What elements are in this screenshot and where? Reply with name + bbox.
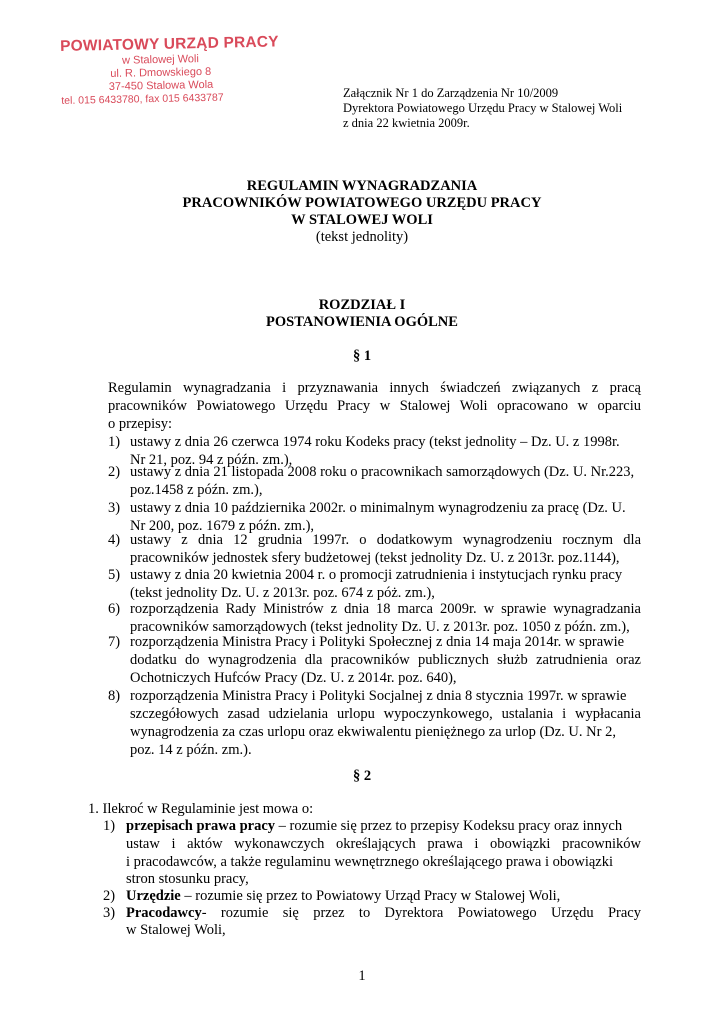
- list-item: ustawy z dnia 26 czerwca 1974 roku Kodeks pracy (tekst jednolity – Dz. U. z 1998r.: [130, 434, 620, 450]
- annex-line: Dyrektora Powiatowego Urzędu Pracy w Stalowej Woli: [343, 101, 623, 115]
- list-item: ustawy z dnia 10 października 2002r. o minimalnym wynagrodzeniu za pracę (Dz. U.: [130, 500, 626, 516]
- annex-line: Załącznik Nr 1 do Zarządzenia Nr 10/2009: [343, 86, 559, 100]
- stamp-phone: tel. 015 6433780, fax 015 6433787: [61, 91, 224, 107]
- title-line: W STALOWEJ WOLI: [291, 212, 433, 228]
- definition-item: [126, 887, 560, 905]
- definition-text: - rozumie się przez to Dyrektora Powiatowego Urzędu Pracy: [201, 905, 641, 921]
- list-number: 8): [108, 688, 121, 704]
- list-item: poz.1458 z późn. zm.),: [130, 482, 263, 498]
- list-item: Nr 200, poz. 1679 z późn. zm.),: [130, 518, 315, 534]
- definition-text: – rozumie się przez to Powiatowy Urząd Pracy w Stalowej Woli,: [180, 888, 561, 904]
- list-number: 3): [108, 500, 121, 516]
- definition-text: – rozumie się przez to przepisy Kodeksu pracy oraz innych: [275, 818, 623, 834]
- list-item: ustawy z dnia 20 kwietnia 2004 r. o promocji zatrudnienia i instytucjach rynku pracy: [130, 567, 623, 583]
- stamp-line: ul. R. Dmowskiego 8: [110, 65, 212, 80]
- stamp-title: POWIATOWY URZĄD PRACY: [60, 33, 279, 55]
- title-subtitle: (tekst jednolity): [315, 229, 409, 245]
- list-item: rozporządzenia Ministra Pracy i Polityki Społecznej z dnia 14 maja 2014r. w sprawie: [130, 634, 625, 650]
- definition-item: [126, 817, 622, 835]
- title-line: PRACOWNIKÓW POWIATOWEGO URZĘDU PRACY: [182, 195, 542, 211]
- section-2-intro: 1. Ilekroć w Regulaminie jest mowa o:: [88, 801, 314, 817]
- list-item: poz. 14 z późn. zm.).: [130, 742, 252, 758]
- defined-term: Urzędzie: [126, 888, 181, 904]
- intro-line: pracowników Powiatowego Urzędu Pracy w Stalowej Woli opracowano w oparciu: [108, 398, 641, 414]
- list-number: 2): [108, 464, 121, 480]
- list-item: ustawy z dnia 21 listopada 2008 roku o pracownikach samorządowych (Dz. U. Nr.223,: [130, 464, 635, 480]
- list-number: 4): [108, 532, 121, 548]
- list-number: 7): [108, 634, 121, 650]
- title-line: REGULAMIN WYNAGRADZANIA: [246, 178, 478, 194]
- list-item: rozporządzenia Rady Ministrów z dnia 18 marca 2009r. w sprawie wynagradzania: [130, 601, 641, 617]
- stamp-line: 37-450 Stalowa Wola: [108, 78, 214, 93]
- chapter-heading: [0, 297, 724, 331]
- list-item: dodatku do wynagrodzenia dla pracowników publicznych służb zatrudnienia oraz: [130, 652, 641, 668]
- stamp-line: w Stalowej Woli: [121, 53, 200, 67]
- list-item: rozporządzenia Ministra Pracy i Polityki Socjalnej z dnia 8 stycznia 1997r. w sprawie: [130, 688, 627, 704]
- list-number: 6): [108, 601, 121, 617]
- chapter-title: POSTANOWIENIA OGÓLNE: [266, 314, 458, 330]
- list-item: (tekst jednolity Dz. U. z 2013r. poz. 674 z póż. zm.),: [130, 585, 435, 601]
- definition-item: stron stosunku pracy,: [126, 871, 249, 887]
- list-number: 3): [103, 905, 116, 921]
- definition-item: [126, 904, 641, 922]
- list-item: Ochotniczych Hufców Pracy (Dz. U. z 2014r. poz. 640),: [130, 670, 457, 686]
- list-item: ustawy z dnia 12 grudnia 1997r. o dodatkowym wynagrodzeniu rocznym dla: [130, 532, 641, 548]
- section-2-mark: § 2: [352, 768, 372, 784]
- intro-line: Regulamin wynagradzania i przyznawania innych świadczeń związanych z pracą: [108, 380, 641, 396]
- list-number: 1): [103, 818, 116, 834]
- chapter-number: ROZDZIAŁ I: [318, 297, 406, 313]
- document-title: [0, 178, 724, 246]
- list-number: 1): [108, 434, 121, 450]
- definition-item: i pracodawców, a także regulaminu wewnętrznego określającego prawa i obowiązki: [126, 854, 614, 870]
- page-number: 1: [358, 968, 366, 984]
- list-item: pracowników jednostek sfery budżetowej (tekst jednolity Dz. U. z 2013r. poz.1144),: [130, 550, 620, 566]
- annex-note: [343, 86, 622, 131]
- definition-item: ustaw i aktów wykonawczych określających prawa i obowiązki pracowników: [126, 836, 641, 852]
- defined-term: przepisach prawa pracy: [126, 818, 276, 834]
- list-item: szczegółowych zasad udzielania urlopu wypoczynkowego, ustalania i wypłacania: [130, 706, 641, 722]
- list-number: 5): [108, 567, 121, 583]
- office-stamp: [60, 33, 279, 108]
- definition-item: w Stalowej Woli,: [126, 922, 226, 938]
- section-1-mark: § 1: [352, 348, 372, 364]
- list-item: wynagrodzenia za czas urlopu oraz ekwiwalentu pieniężnego za urlop (Dz. U. Nr 2,: [130, 724, 616, 740]
- intro-line: o przepisy:: [108, 416, 173, 432]
- list-item: Nr 21, poz. 94 z późn. zm.),: [130, 452, 293, 468]
- annex-line: z dnia 22 kwietnia 2009r.: [343, 116, 470, 130]
- list-item: pracowników samorządowych (tekst jednolity Dz. U. z 2013r. poz. 1050 z późn. zm.),: [130, 619, 630, 635]
- defined-term: Pracodawcy: [126, 905, 202, 921]
- list-number: 2): [103, 888, 116, 904]
